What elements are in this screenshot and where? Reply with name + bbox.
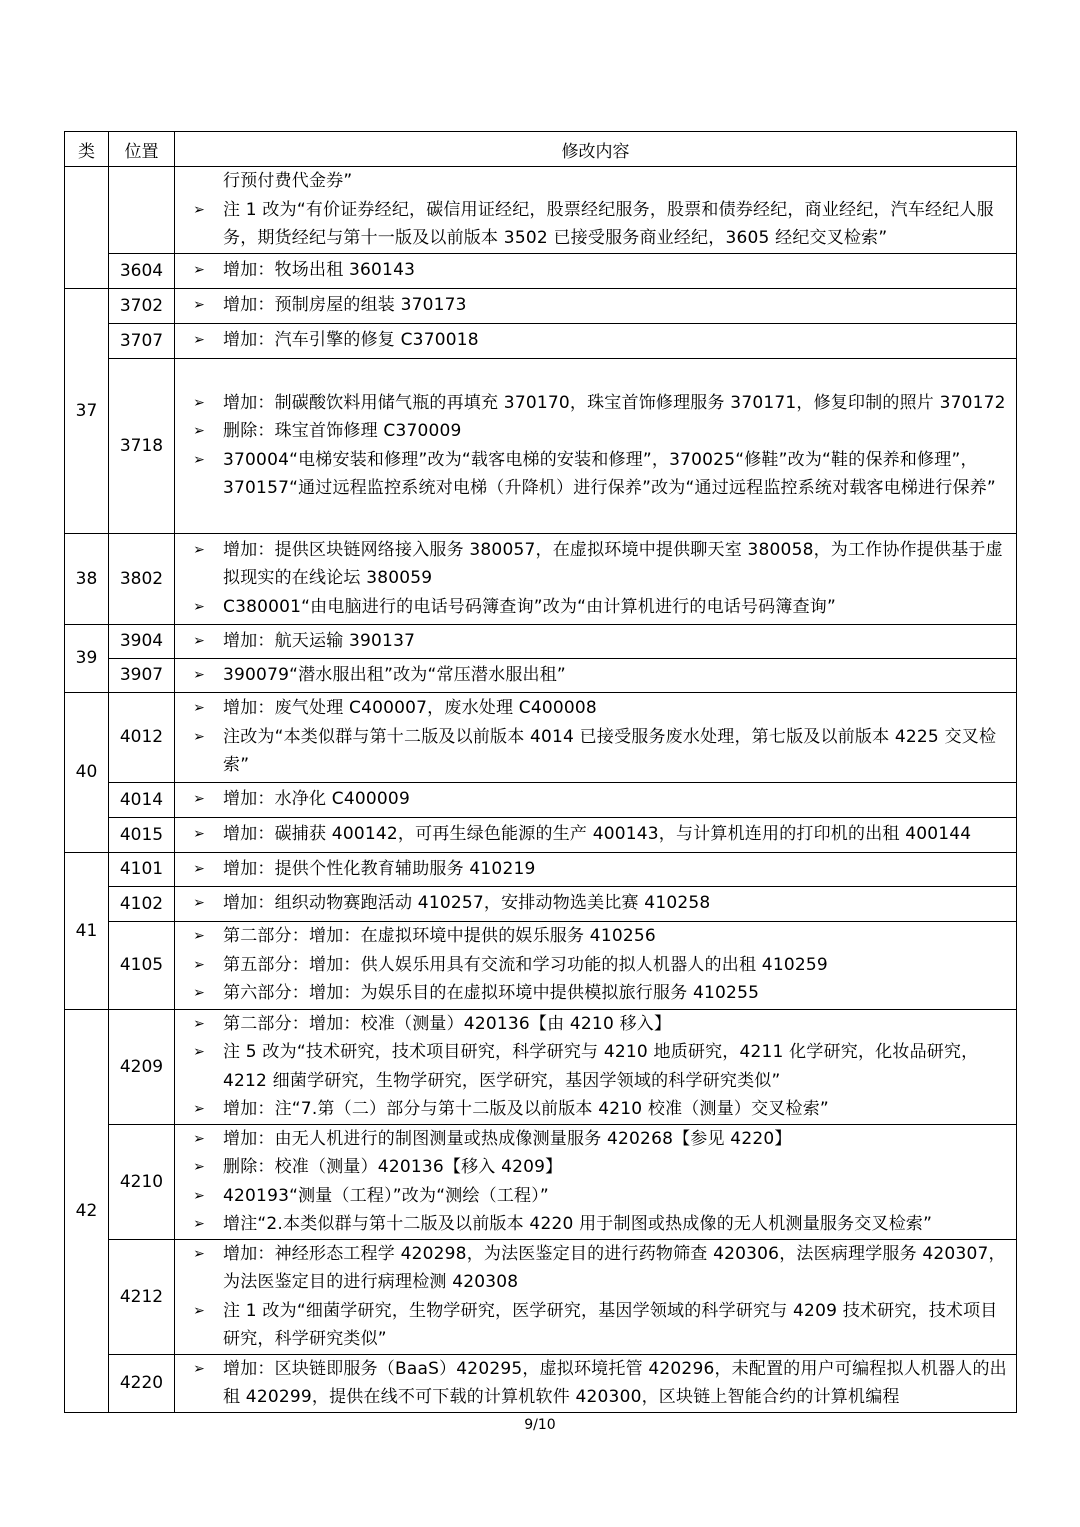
header-class: 类 <box>65 132 109 167</box>
content-cell <box>175 358 1017 533</box>
item-text: 增加：神经形态工程学 420298，为法医鉴定目的进行药物筛查 420306，法医病理学服务 420307，为法医鉴定目的进行病理检测 420308 <box>223 1243 1006 1292</box>
table-row <box>65 817 1017 852</box>
arrowhead-bullet-icon: ➢ <box>193 541 205 558</box>
header-content: 修改内容 <box>175 132 1017 167</box>
class-cell: 39 <box>65 624 109 692</box>
table-row <box>65 886 1017 921</box>
position-cell: 4015 <box>109 817 175 852</box>
class-cell: 42 <box>65 1009 109 1412</box>
arrowhead-bullet-icon: ➢ <box>193 1302 205 1319</box>
content-item <box>175 1182 1010 1211</box>
content-item <box>175 1240 1010 1297</box>
content-cell <box>175 533 1017 624</box>
table-row <box>65 1354 1017 1412</box>
content-cell <box>175 288 1017 323</box>
item-text: 增加：由无人机进行的制图测量或热成像测量服务 420268【参见 4220】 <box>223 1128 792 1149</box>
item-text: 注改为“本类似群与第十二版及以前版本 4014 已接受服务废水处理，第七版及以前版本 4225 交叉检索” <box>223 726 997 776</box>
content-cell <box>175 1239 1017 1354</box>
arrowhead-bullet-icon: ➢ <box>193 394 205 411</box>
item-text: 增加：提供个性化教育辅助服务 410219 <box>223 858 536 879</box>
table-row <box>65 692 1017 782</box>
content-item <box>175 627 1010 656</box>
position-cell: 3718 <box>109 358 175 533</box>
arrowhead-bullet-icon: ➢ <box>193 451 205 468</box>
table-row <box>65 358 1017 533</box>
position-cell: 4014 <box>109 782 175 817</box>
item-text: C380001“由电脑进行的电话号码簿查询”改为“由计算机进行的电话号码簿查询” <box>223 596 836 617</box>
arrowhead-bullet-icon: ➢ <box>193 1187 205 1204</box>
content-cell <box>175 782 1017 817</box>
table-row <box>65 167 1017 254</box>
item-text: 增加：汽车引擎的修复 C370018 <box>223 330 479 351</box>
content-item <box>175 417 1010 446</box>
item-text: 增加：组织动物赛跑活动 410257，安排动物选美比赛 410258 <box>223 893 711 914</box>
position-cell: 3907 <box>109 658 175 692</box>
item-text: 增加：水净化 C400009 <box>223 789 410 810</box>
content-item <box>175 785 1010 814</box>
content-item <box>175 855 1010 884</box>
item-text: 增加：预制房屋的组装 370173 <box>223 295 467 316</box>
content-item <box>175 1038 1010 1095</box>
position-cell: 4212 <box>109 1239 175 1354</box>
arrowhead-bullet-icon: ➢ <box>193 1360 205 1377</box>
arrowhead-bullet-icon: ➢ <box>193 1130 205 1147</box>
content-item <box>175 1125 1010 1154</box>
position-cell: 4209 <box>109 1009 175 1124</box>
item-text: 增加：牧场出租 360143 <box>223 260 416 281</box>
item-text: 增加：提供区块链网络接入服务 380057，在虚拟环境中提供聊天室 380058，为工作协作提供基于虚拟现实的在线论坛 380059 <box>223 539 1003 589</box>
class-cell: 38 <box>65 533 109 624</box>
content-item <box>175 167 1010 196</box>
item-text: 增加：注“7.第（二）部分与第十二版及以前版本 4210 校准（测量）交叉检索” <box>223 1099 829 1119</box>
item-text: 删除：珠宝首饰修理 C370009 <box>223 421 462 441</box>
position-cell: 3904 <box>109 624 175 658</box>
content-item <box>175 536 1010 593</box>
content-item <box>175 1297 1010 1354</box>
content-cell <box>175 253 1017 288</box>
arrowhead-bullet-icon: ➢ <box>193 598 205 615</box>
table-row <box>65 852 1017 886</box>
arrowhead-bullet-icon: ➢ <box>193 700 205 717</box>
item-text: 注 1 改为“有价证券经纪，碳信用证经纪，股票经纪服务，股票和债券经纪，商业经纪，汽车经纪人服务，期货经纪与第十一版及以前版本 3502 已接受服务商业经纪，3605 经纪交叉检索” <box>223 199 994 248</box>
content-item <box>175 922 1010 951</box>
content-cell <box>175 817 1017 852</box>
arrowhead-bullet-icon: ➢ <box>193 332 205 349</box>
content-item <box>175 951 1010 980</box>
arrowhead-bullet-icon: ➢ <box>193 1245 205 1262</box>
item-text: 增注“2.本类似群与第十二版及以前版本 4220 用于制图或热成像的无人机测量服务交叉检索” <box>223 1214 933 1234</box>
item-text: 删除：校准（测量）420136【移入 4209】 <box>223 1157 563 1177</box>
content-cell <box>175 1009 1017 1124</box>
class-cell <box>65 167 109 289</box>
position-cell: 4105 <box>109 921 175 1009</box>
content-item <box>175 694 1010 723</box>
table-row <box>65 1009 1017 1124</box>
item-text: 注 1 改为“细菌学研究，生物学研究，医学研究，基因学领域的科学研究与 4209 技术研究，技术项目研究，科学研究类似” <box>223 1300 998 1349</box>
content-item <box>175 1095 1010 1124</box>
arrowhead-bullet-icon: ➢ <box>193 1159 205 1175</box>
arrowhead-bullet-icon: ➢ <box>193 1044 205 1060</box>
continued-text: 行预付费代金券” <box>223 171 353 191</box>
modification-table <box>64 131 1017 1413</box>
content-item <box>175 389 1010 418</box>
item-text: 注 5 改为“技术研究，技术项目研究，科学研究与 4210 地质研究，4211 化学研究，化妆品研究，4212 细菌学研究，生物学研究，医学研究，基因学领域的科学研究类似” <box>223 1042 979 1091</box>
item-text: 第五部分：增加：供人娱乐用具有交流和学习功能的拟人机器人的出租 410259 <box>223 954 828 975</box>
content-item <box>175 593 1010 622</box>
content-item <box>175 979 1010 1008</box>
content-cell <box>175 624 1017 658</box>
content-cell <box>175 852 1017 886</box>
content-cell <box>175 692 1017 782</box>
arrowhead-bullet-icon: ➢ <box>193 1216 205 1232</box>
item-text: 第六部分：增加：为娱乐目的在虚拟环境中提供模拟旅行服务 410255 <box>223 983 760 1004</box>
table-row <box>65 624 1017 658</box>
content-item <box>175 723 1010 780</box>
arrowhead-bullet-icon: ➢ <box>193 632 205 649</box>
content-item <box>175 1210 1010 1239</box>
class-cell: 41 <box>65 852 109 1009</box>
content-cell <box>175 1124 1017 1239</box>
table-row <box>65 1239 1017 1354</box>
item-text: 增加：航天运输 390137 <box>223 630 416 651</box>
item-text: 420193“测量（工程）”改为“测绘（工程）” <box>223 1185 549 1206</box>
table-row <box>65 1124 1017 1239</box>
table-row <box>65 253 1017 288</box>
content-item <box>175 256 1010 285</box>
position-cell: 3702 <box>109 288 175 323</box>
item-text: 390079“潜水服出租”改为“常压潜水服出租” <box>223 664 566 685</box>
arrowhead-bullet-icon: ➢ <box>193 895 205 912</box>
item-text: 370004“电梯安装和修理”改为“载客电梯的安装和修理”，370025“修鞋”改为“鞋的保养和修理”，370157“通过远程监控系统对电梯（升降机）进行保养”改为“通过远程监控系统对载客电梯进行保养” <box>223 449 996 498</box>
arrowhead-bullet-icon: ➢ <box>193 956 205 973</box>
content-item <box>175 326 1010 355</box>
table-row <box>65 782 1017 817</box>
content-cell <box>175 886 1017 921</box>
content-item <box>175 291 1010 320</box>
arrowhead-bullet-icon: ➢ <box>193 1015 205 1032</box>
arrowhead-bullet-icon: ➢ <box>193 728 205 745</box>
table-header-row <box>65 132 1017 167</box>
header-position: 位置 <box>109 132 175 167</box>
position-cell: 4012 <box>109 692 175 782</box>
item-text: 第二部分：增加：校准（测量）420136【由 4210 移入】 <box>223 1013 672 1034</box>
class-cell: 37 <box>65 288 109 533</box>
position-cell: 3604 <box>109 253 175 288</box>
table-row <box>65 323 1017 358</box>
arrowhead-bullet-icon: ➢ <box>193 826 205 843</box>
content-item <box>175 661 1010 690</box>
content-item <box>175 446 1010 503</box>
arrowhead-bullet-icon: ➢ <box>193 423 205 439</box>
position-cell: 3802 <box>109 533 175 624</box>
arrowhead-bullet-icon: ➢ <box>193 928 205 945</box>
content-cell <box>175 658 1017 692</box>
position-cell: 4102 <box>109 886 175 921</box>
table-row <box>65 658 1017 692</box>
content-item <box>175 1355 1010 1412</box>
item-text: 增加：碳捕获 400142，可再生绿色能源的生产 400143，与计算机连用的打印机的出租 400144 <box>223 824 972 845</box>
table-row <box>65 288 1017 323</box>
content-item <box>175 820 1010 849</box>
content-item <box>175 196 1010 253</box>
arrowhead-bullet-icon: ➢ <box>193 666 205 683</box>
table-row <box>65 921 1017 1009</box>
table-row <box>65 533 1017 624</box>
content-item <box>175 1010 1010 1039</box>
arrowhead-bullet-icon: ➢ <box>193 262 205 279</box>
item-text: 增加：废气处理 C400007，废水处理 C400008 <box>223 698 597 719</box>
content-cell <box>175 167 1017 254</box>
arrowhead-bullet-icon: ➢ <box>193 297 205 314</box>
item-text: 增加：制碳酸饮料用储气瓶的再填充 370170，珠宝首饰修理服务 370171，修复印制的照片 370172 <box>223 392 1006 413</box>
position-cell: 4101 <box>109 852 175 886</box>
arrowhead-bullet-icon: ➢ <box>193 791 205 808</box>
arrowhead-bullet-icon: ➢ <box>193 860 205 877</box>
position-cell <box>109 167 175 254</box>
item-text: 增加：区块链即服务（BaaS）420295，虚拟环境托管 420296，未配置的用户可编程拟人机器人的出租 420299，提供在线不可下载的计算机软件 420300，区块链上智能合约的计算机编程 <box>223 1358 1007 1407</box>
content-cell <box>175 323 1017 358</box>
content-cell <box>175 921 1017 1009</box>
content-cell <box>175 1354 1017 1412</box>
position-cell: 3707 <box>109 323 175 358</box>
arrowhead-bullet-icon: ➢ <box>193 201 205 218</box>
position-cell: 4210 <box>109 1124 175 1239</box>
arrowhead-bullet-icon: ➢ <box>193 1101 205 1117</box>
content-item <box>175 889 1010 918</box>
arrowhead-bullet-icon: ➢ <box>193 985 205 1002</box>
item-text: 第二部分：增加：在虚拟环境中提供的娱乐服务 410256 <box>223 926 656 947</box>
position-cell: 4220 <box>109 1354 175 1412</box>
class-cell: 40 <box>65 692 109 852</box>
content-item <box>175 1153 1010 1182</box>
page-number: 9/10 <box>524 1417 556 1433</box>
